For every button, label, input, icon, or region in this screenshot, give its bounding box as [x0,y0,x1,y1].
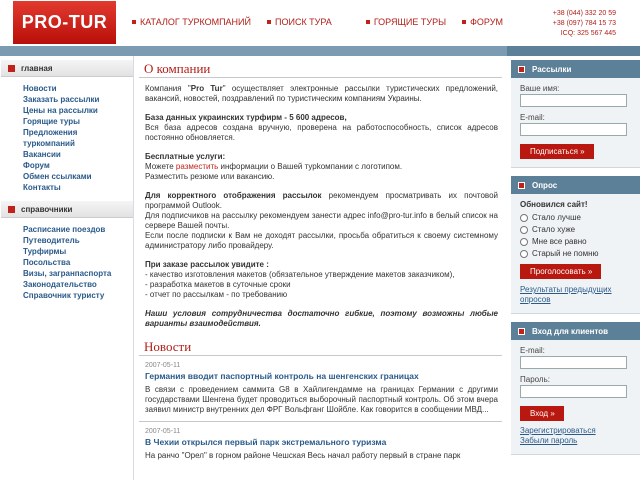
news-excerpt: На ранчо "Орел" в горном районе Чешская Весь начал работу первый в стране парк [145,451,461,460]
poll-question: Обновился сайт! [520,200,588,209]
sidebar-main-list [0,77,133,201]
about-title: О компании [139,60,502,78]
register-link[interactable]: Зарегистрироваться [520,426,596,435]
poll-heading: Опрос [511,176,640,194]
top-nav [132,17,519,27]
login-email-input[interactable] [520,356,627,369]
about-intro: Компания "Pro Tur" осуществляет электронные рассылки туристических предложений, вакансий, новостей, поздравлений по туристическим компаниям Украины. [145,84,499,103]
login-heading: Вход для клиентов [511,322,640,340]
sidebar-heading-reference: справочники [1,201,133,218]
bullet-icon [462,20,466,24]
nav-forum[interactable]: ФОРУМ [462,17,503,27]
password-input[interactable] [520,385,627,398]
radio-button[interactable] [520,214,528,222]
icq: ICQ: 325 567 445 [560,30,616,37]
login-box [511,322,640,455]
news-headline-link[interactable]: В Чехии открылся первый парк экстремального туризма [145,437,387,447]
sidebar-reference-list [0,218,133,309]
name-input[interactable] [520,94,627,107]
contact-phones [520,9,616,39]
nav-search[interactable]: ПОИСК ТУРА [267,17,332,27]
poll-option-no-memory[interactable]: Старый не помню [520,248,631,260]
red-square-icon [518,66,525,73]
radio-button[interactable] [520,238,528,246]
sidebar-item-offers[interactable]: Предложения [23,128,78,137]
sidebar-item-prices[interactable]: Цены на рассылки [23,106,98,115]
sidebar-item-links[interactable]: Обмен ссылками [23,172,92,181]
sidebar-item-trains[interactable]: Расписание поездов [23,225,106,234]
left-sidebar [0,60,133,309]
sidebar-item-embassies[interactable]: Посольства [23,258,71,267]
name-label: Ваше имя: [520,84,560,93]
subscribe-button[interactable]: Подписаться » [520,144,594,159]
bullet-icon [267,20,271,24]
about-closing: Наши условия сотрудничества достаточно гибкие, поэтому возможны любые варианты взаимодействия. [145,309,498,328]
forgot-password-link[interactable]: Забыли пароль [520,436,578,445]
red-square-icon [518,182,525,189]
sidebar-item-visas[interactable]: Визы, загранпаспорта [23,269,112,278]
column-divider [133,56,134,480]
poll-option-indifferent[interactable]: Мне все равно [520,236,631,248]
subscribe-form [511,78,640,168]
sidebar-item-order[interactable]: Заказать рассылки [23,95,100,104]
about-order: При заказе рассылок увидите : - качество изготовления макетов (обязательное утверждение макетов заказчиком), - разработка макетов в суточные сроки - отчет по рассылкам - по требованию [145,260,455,299]
login-form [511,340,640,455]
radio-button[interactable] [520,226,528,234]
red-square-icon [518,328,525,335]
bullet-icon [132,20,136,24]
poll-option-worse[interactable]: Стало хуже [520,224,631,236]
poll-option-better[interactable]: Стало лучше [520,212,631,224]
red-square-icon [8,65,15,72]
sidebar-item-agencies[interactable]: Турфирмы [23,247,67,256]
about-display: Для корректного отображения рассылок рекомендуем просматривать их почтовой программой Outlook. Для подписчиков на рассылку рекомендуем занести адрес info@pro-tur.info в белый список на сервере Вашей почты. Если после подписки к Вам не доходят рассылки, просьба обратиться к своему системному администратору либо провайдеру. [145,191,498,250]
sidebar-item-tourist-reference[interactable]: Справочник туристу [23,291,105,300]
password-label: Пароль: [520,375,550,384]
poll-results-link[interactable]: Результаты предыдущих опросов [520,285,612,304]
email-input[interactable] [520,123,627,136]
subscribe-box [511,60,640,168]
header-bar-right [507,46,640,56]
phone-2: +38 (097) 784 15 73 [552,20,616,27]
news-title: Новости [139,338,502,356]
sidebar-item-news[interactable]: Новости [23,84,57,93]
sidebar-item-law[interactable]: Законодательство [23,280,97,289]
news-item [139,356,502,422]
nav-catalog[interactable]: КАТАЛОГ ТУРКОМПАНИЙ [132,17,251,27]
sidebar-item-guide[interactable]: Путеводитель [23,236,80,245]
header [0,0,640,44]
main-content [139,60,502,467]
phone-1: +38 (044) 332 20 59 [552,10,616,17]
poll-form [511,194,640,314]
login-email-label: E-mail: [520,346,545,355]
nav-hot-tours[interactable]: ГОРЯЩИЕ ТУРЫ [366,17,446,27]
header-bar [0,46,640,56]
about-free-services: Бесплатные услуги: Можете разместить информации о Вашей турkомпании с логотипом. Разместить резюме или вакансию. [145,152,403,181]
sidebar-item-hot-tours[interactable]: Горящие туры [23,117,80,126]
bullet-icon [366,20,370,24]
news-excerpt: В связи с проведением саммита G8 в Хайлигендамме на границах Германии с другими государствами Шенгена будет проводиться выборочный паспортный контроль. Об этом вчера заявил министр внутренних дел ФРГ Вольфганг Шойбле. Как говорится в сообщении МВД... [145,385,498,414]
right-sidebar [511,60,640,463]
sidebar-item-offers-2[interactable]: туркомпаний [23,139,75,148]
vote-button[interactable]: Проголосовать » [520,264,601,279]
subscribe-heading: Рассылки [511,60,640,78]
sidebar-heading-main: главная [1,60,133,77]
radio-button[interactable] [520,250,528,258]
about-body [139,78,502,329]
sidebar-item-contacts[interactable]: Контакты [23,183,61,192]
red-square-icon [8,206,15,213]
poll-box [511,176,640,314]
login-button[interactable]: Вход » [520,406,564,421]
news-item [139,422,502,467]
email-label: E-mail: [520,113,545,122]
site-logo[interactable]: PRO-TUR [13,1,116,44]
news-date: 2007-05-11 [145,362,181,369]
news-date: 2007-05-11 [145,428,181,435]
sidebar-item-vacancies[interactable]: Вакансии [23,150,61,159]
news-section [139,338,502,467]
place-info-link[interactable]: разместить [175,162,219,171]
sidebar-item-forum[interactable]: Форум [23,161,50,170]
news-headline-link[interactable]: Германия вводит паспортный контроль на шенгенских границах [145,371,419,381]
about-database: База данных украинских турфирм - 5 600 адресов, Вся база адресов создана вручную, проверена на работоспособность, список адресов постоянно обновляется. [145,113,498,142]
